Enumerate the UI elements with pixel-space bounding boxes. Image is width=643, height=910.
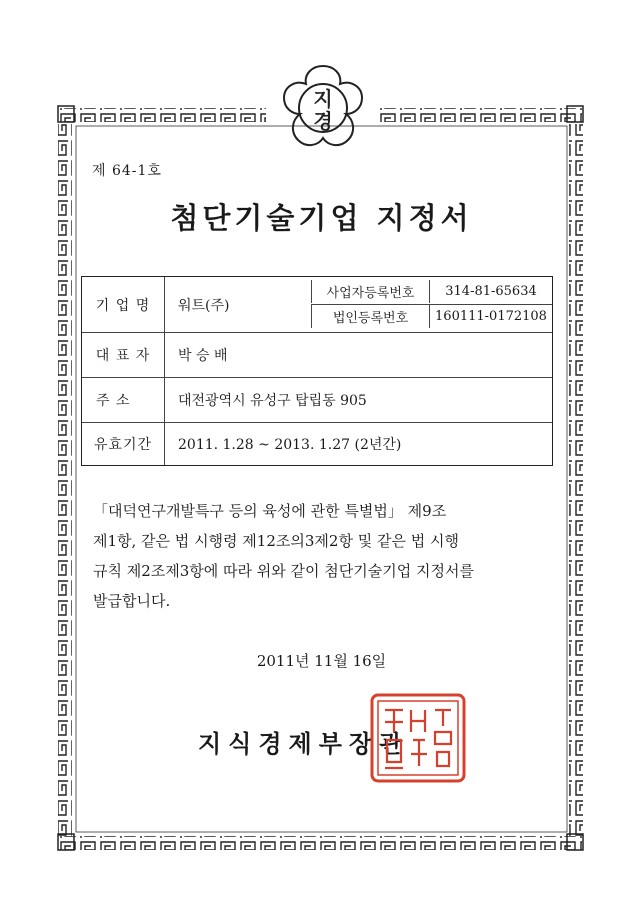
business-reg-label: 사업자등록번호 <box>311 280 430 303</box>
body-line-4: 발급합니다. <box>93 592 171 610</box>
address-value: 대전광역시 유성구 탑립동 905 <box>178 393 367 409</box>
corporate-reg-label: 법인등록번호 <box>311 305 430 328</box>
corporate-reg-value: 160111-0172108 <box>435 309 547 324</box>
validity-row <box>82 422 552 465</box>
validity-label: 유효기간 <box>82 423 165 465</box>
company-label: 기 업 명 <box>82 277 165 332</box>
info-table <box>81 276 553 466</box>
body-line-1: 「대덕연구개발특구 등의 육성에 관한 특별법」 제9조 <box>93 502 447 520</box>
company-value: 워트(주) <box>178 297 230 314</box>
government-emblem <box>276 60 370 164</box>
emblem-text-top: 지 <box>313 87 333 111</box>
body-paragraph <box>93 496 555 616</box>
representative-value: 박 승 배 <box>178 348 228 364</box>
representative-row <box>82 332 552 377</box>
body-line-3: 규칙 제2조제3항에 따라 위와 같이 첨단기술기업 지정서를 <box>93 562 474 580</box>
body-line-2: 제1항, 같은 법 시행령 제12조의3제2항 및 같은 법 시행 <box>93 532 459 550</box>
address-label: 주 소 <box>82 378 165 422</box>
emblem-text-bottom: 경 <box>313 109 333 133</box>
validity-value: 2011. 1.28 ~ 2013. 1.27 (2년간) <box>178 437 402 453</box>
document-title: 첨단기술기업 지정서 <box>170 201 473 235</box>
business-reg-value: 314-81-65634 <box>445 284 537 299</box>
official-seal <box>369 692 467 784</box>
representative-label: 대 표 자 <box>82 333 165 377</box>
issue-date: 2011년 11월 16일 <box>256 652 387 670</box>
company-row <box>82 277 552 332</box>
address-row <box>82 377 552 422</box>
issuer-name: 지식경제부장관 <box>198 729 410 758</box>
certificate-number: 제 64-1호 <box>92 163 162 179</box>
